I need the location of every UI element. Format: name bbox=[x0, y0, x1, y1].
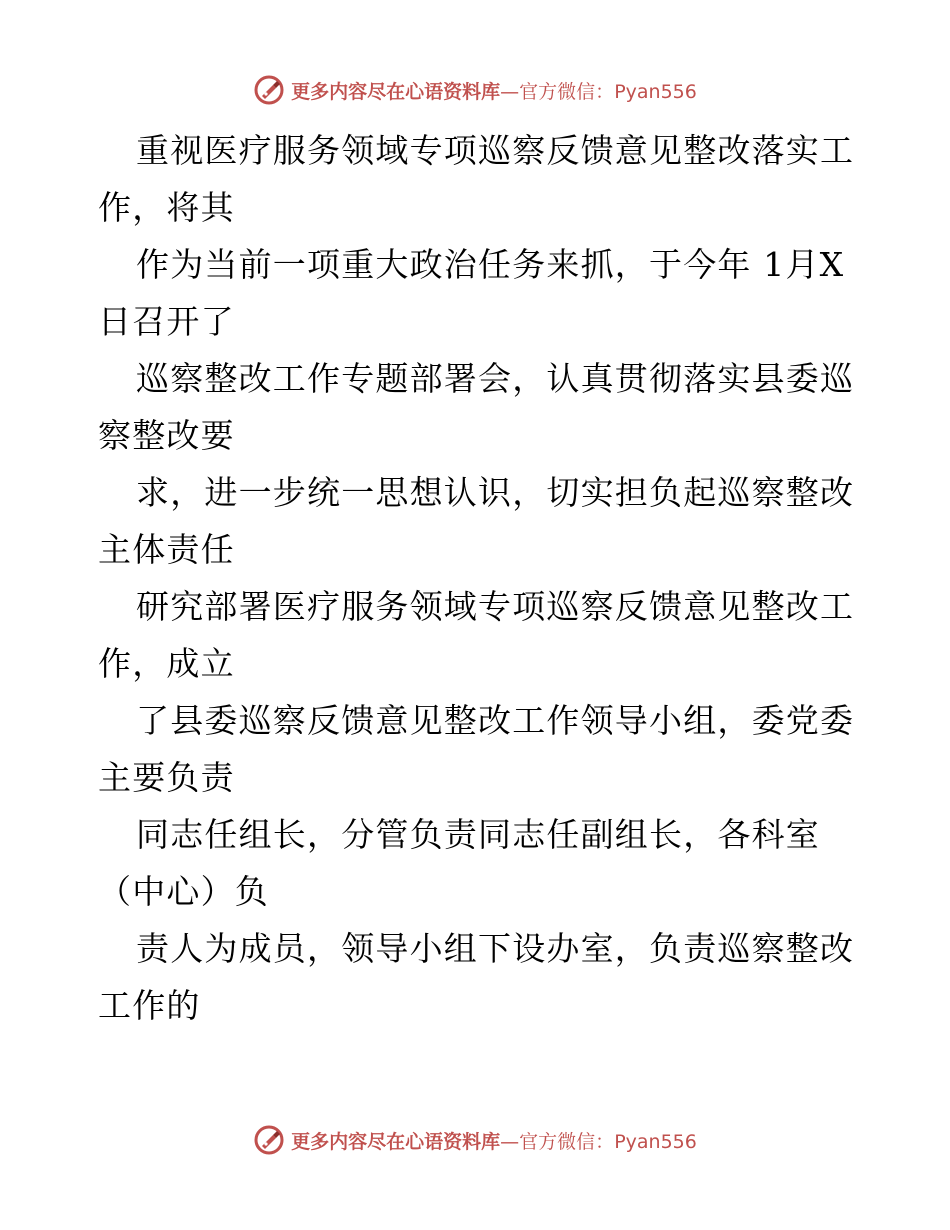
document-body bbox=[98, 122, 858, 1034]
text-line bbox=[98, 692, 858, 806]
text-line bbox=[98, 920, 858, 1034]
line-indented: 了县委巡察反馈意见整改工作领导小组，委党委 bbox=[136, 701, 855, 740]
banner-wechat-id: Pyan556 bbox=[614, 1130, 697, 1153]
text-line bbox=[98, 806, 858, 920]
pen-nib-logo-icon bbox=[253, 1124, 285, 1156]
line-indented: 重视医疗服务领域专项巡察反馈意见整改落实工 bbox=[136, 131, 855, 170]
line-wrap: 作，将其 bbox=[98, 188, 235, 227]
header-banner-text bbox=[291, 77, 697, 104]
banner-lead: 更多内容尽在心语资料库 bbox=[291, 1130, 501, 1153]
line-indented: 同志任组长，分管负责同志任副组长，各科室 bbox=[136, 815, 820, 854]
banner-label: 官方微信： bbox=[519, 1130, 615, 1153]
banner-lead: 更多内容尽在心语资料库 bbox=[291, 80, 501, 103]
header-banner bbox=[0, 70, 950, 110]
line-wrap: 日召开了 bbox=[98, 302, 235, 341]
line-indented: 责人为成员，领导小组下设办室，负责巡察整改 bbox=[136, 929, 855, 968]
text-line bbox=[98, 236, 858, 350]
banner-separator: — bbox=[500, 80, 520, 103]
line-indented: 求，进一步统一思想认识，切实担负起巡察整改 bbox=[136, 473, 855, 512]
line-indented: 研究部署医疗服务领域专项巡察反馈意见整改工 bbox=[136, 587, 855, 626]
banner-label: 官方微信： bbox=[519, 80, 615, 103]
banner-wechat-id: Pyan556 bbox=[614, 80, 697, 103]
pen-nib-logo-icon bbox=[253, 74, 285, 106]
line-wrap: 主体责任 bbox=[98, 530, 235, 569]
line-wrap: 工作的 bbox=[98, 986, 201, 1025]
line-wrap: 作，成立 bbox=[98, 644, 235, 683]
footer-banner bbox=[0, 1120, 950, 1160]
line-wrap: 察整改要 bbox=[98, 416, 235, 455]
line-wrap: （中心）负 bbox=[98, 872, 269, 911]
text-line bbox=[98, 578, 858, 692]
banner-separator: — bbox=[500, 1130, 520, 1153]
line-indented: 巡察整改工作专题部署会，认真贯彻落实县委巡 bbox=[136, 359, 855, 398]
line-indented: 作为当前一项重大政治任务来抓，于今年 1月X bbox=[136, 245, 845, 284]
text-line bbox=[98, 350, 858, 464]
text-line bbox=[98, 122, 858, 236]
text-line bbox=[98, 464, 858, 578]
line-wrap: 主要负责 bbox=[98, 758, 235, 797]
footer-banner-text bbox=[291, 1127, 697, 1154]
